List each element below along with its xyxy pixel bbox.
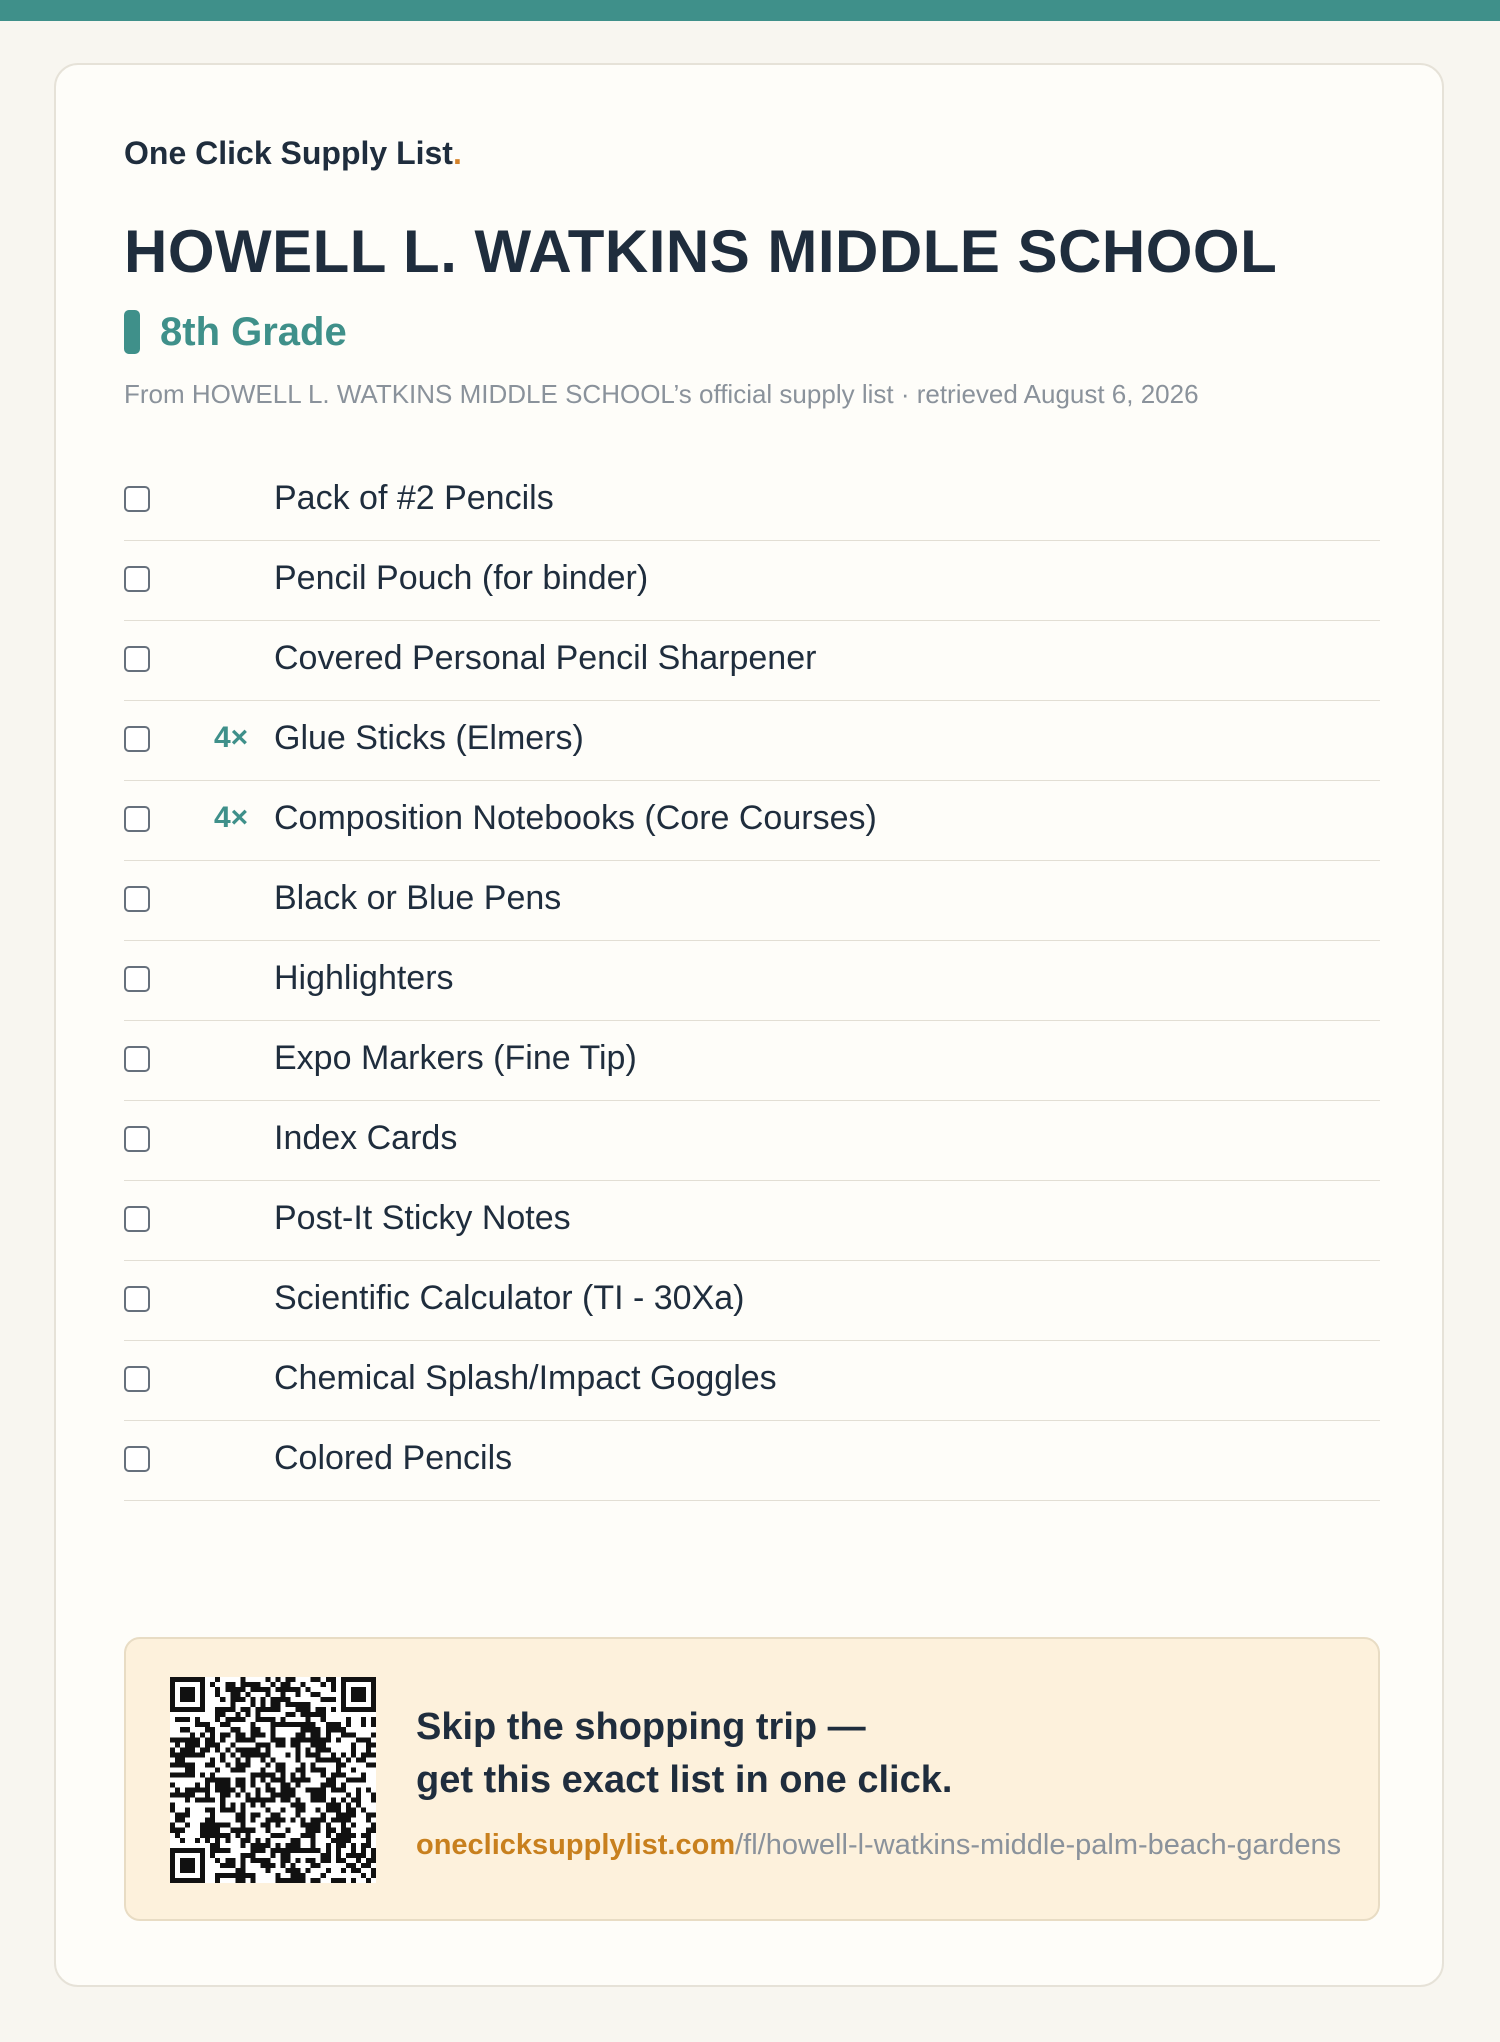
item-label: Expo Markers (Fine Tip) [274,1039,637,1077]
grade-accent-bar [124,310,140,354]
promo-link[interactable] [416,1829,1341,1862]
item-label: Covered Personal Pencil Sharpener [274,639,817,677]
supply-item[interactable] [124,1181,1380,1261]
item-label: Colored Pencils [274,1439,513,1477]
supply-item[interactable] [124,1021,1380,1101]
supply-item[interactable] [124,861,1380,941]
item-quantity: 4× [214,801,249,834]
promo-banner [124,1637,1380,1921]
supply-item[interactable] [124,541,1380,621]
promo-line-2: get this exact list in one click. [416,1759,953,1801]
item-checkbox[interactable] [124,726,150,752]
item-checkbox[interactable] [124,646,150,672]
brand-dot: . [452,135,462,171]
item-quantity: 4× [214,721,249,754]
item-label: Chemical Splash/Impact Goggles [274,1359,777,1397]
item-checkbox[interactable] [124,1446,150,1472]
item-checkbox[interactable] [124,1126,150,1152]
item-checkbox[interactable] [124,1206,150,1232]
item-label: Black or Blue Pens [274,879,562,917]
item-checkbox[interactable] [124,486,150,512]
promo-headline [416,1701,952,1807]
supply-list-card [54,63,1444,1987]
item-checkbox[interactable] [124,806,150,832]
item-checkbox[interactable] [124,566,150,592]
item-label: Index Cards [274,1119,458,1157]
supply-item[interactable] [124,941,1380,1021]
supply-item[interactable] [124,1341,1380,1421]
item-label: Highlighters [274,959,454,997]
supply-item[interactable] [124,1421,1380,1501]
supply-item[interactable] [124,461,1380,541]
qr-code[interactable] [170,1677,376,1883]
brand-name: One Click Supply List [124,135,453,171]
promo-line-1: Skip the shopping trip — [416,1706,866,1748]
item-label: Scientific Calculator (TI - 30Xa) [274,1279,745,1317]
item-checkbox[interactable] [124,886,150,912]
brand-logo [124,135,462,172]
supply-item[interactable] [124,781,1380,861]
item-checkbox[interactable] [124,966,150,992]
grade-heading [124,309,347,355]
supply-item[interactable] [124,1101,1380,1181]
promo-link-path[interactable]: /fl/howell-l-watkins-middle-palm-beach-gardens [735,1829,1342,1861]
promo-link-domain[interactable]: oneclicksupplylist.com [416,1829,736,1861]
source-note: From HOWELL L. WATKINS MIDDLE SCHOOL’s official supply list · retrieved August 6, 2026 [124,379,1199,409]
item-checkbox[interactable] [124,1046,150,1072]
grade-label: 8th Grade [160,309,347,354]
supply-item[interactable] [124,1261,1380,1341]
item-label: Glue Sticks (Elmers) [274,719,584,757]
supply-item[interactable] [124,701,1380,781]
item-checkbox[interactable] [124,1286,150,1312]
item-checkbox[interactable] [124,1366,150,1392]
item-label: Post-It Sticky Notes [274,1199,571,1237]
item-label: Pack of #2 Pencils [274,479,554,517]
item-label: Composition Notebooks (Core Courses) [274,799,877,837]
item-label: Pencil Pouch (for binder) [274,559,649,597]
supply-item[interactable] [124,621,1380,701]
school-title: HOWELL L. WATKINS MIDDLE SCHOOL [124,218,1278,285]
supply-items-list [124,461,1380,1501]
top-accent-bar [0,0,1500,21]
